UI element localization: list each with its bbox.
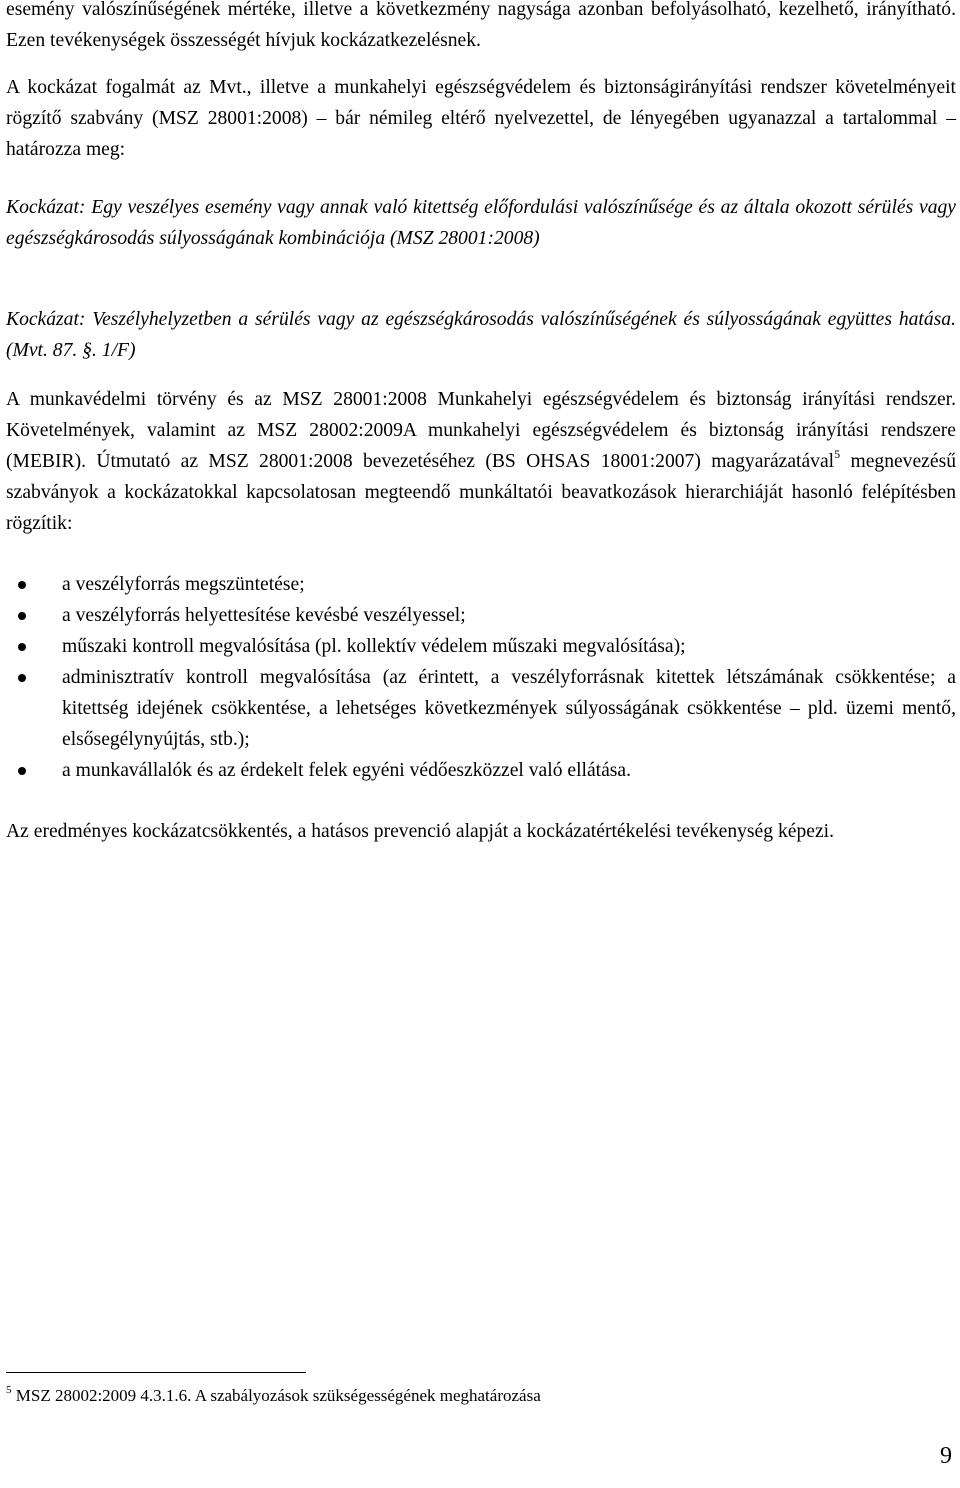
list-item [6, 662, 956, 755]
bullet-icon [18, 643, 26, 651]
hierarchy-list [6, 569, 956, 786]
definition-msz: Kockázat: Egy veszélyes esemény vagy annak való kitettség előfordulási valószínűsége és az általa okozott sérülés vagy egészségkárosodás súlyosságának kombinációja (MSZ 28001:2008) [6, 197, 956, 249]
list-item-text: a veszélyforrás helyettesítése kevésbé veszélyessel; [62, 605, 466, 626]
paragraph-standards-part2: megnevezésű szabványok a kockázatokkal kapcsolatosan megteendő munkáltatói beavatkozások hierarchiáját hasonló felépítésben rögzítik: [6, 451, 956, 534]
list-item [6, 755, 956, 786]
paragraph-standards-part1: A munkavédelmi törvény és az MSZ 28001:2008 Munkahelyi egészségvédelem és biztonság irányítási rendszer. Követelmények, valamint az MSZ 28002:2009A munkahelyi egészségvédelem és biztonság irányítási rendszere (MEBIR). Útmutató az MSZ 28001:2008 bevezetéséhez (BS OHSAS 18001:2007) magyarázatával [6, 389, 956, 472]
paragraph-conclusion: Az eredményes kockázatcsökkentés, a hatásos prevenció alapját a kockázatértékelési tevékenység képezi. [6, 821, 834, 842]
paragraph-definition-intro: A kockázat fogalmát az Mvt., illetve a munkahelyi egészségvédelem és biztonságirányítási rendszer követelményeit rögzítő szabvány (MSZ 28001:2008) – bár némileg eltérő nyelvezettel, de lényegében ugyanazzal a tartalommal – határozza meg: [6, 77, 956, 160]
list-item-text: adminisztratív kontroll megvalósítása (az érintett, a veszélyforrásnak kitettek létszámának csökkentése; a kitettség idejének csökkentése, a lehetséges következmények súlyosságának csökkentése – pld. üzemi mentő, elsősegélynyújtás, stb.); [62, 667, 956, 750]
list-item [6, 569, 956, 600]
bullet-icon [18, 612, 26, 620]
bullet-icon [18, 767, 26, 775]
page-number: 9 [940, 1443, 952, 1469]
footnote [6, 1384, 946, 1408]
list-item-text: műszaki kontroll megvalósítása (pl. kollektív védelem műszaki megvalósítása); [62, 636, 686, 657]
definition-mvt: Kockázat: Veszélyhelyzetben a sérülés vagy az egészségkárosodás valószínűségének és súlyosságának együttes hatása. (Mvt. 87. §. 1/F) [6, 309, 956, 361]
bullet-icon [18, 674, 26, 682]
footnote-reference: 5 [834, 447, 841, 462]
footnote-number: 5 [6, 1384, 12, 1397]
paragraph-intro: esemény valószínűségének mértéke, illetve a következmény nagysága azonban befolyásolható, kezelhető, irányítható. Ezen tevékenységek összességét hívjuk kockázatkezelésnek. [6, 0, 956, 51]
list-item [6, 600, 956, 631]
footnote-separator [6, 1372, 306, 1373]
list-item [6, 631, 956, 662]
list-item-text: a munkavállalók és az érdekelt felek egyéni védőeszközzel való ellátása. [62, 760, 632, 781]
list-item-text: a veszélyforrás megszüntetése; [62, 574, 305, 595]
bullet-icon [18, 581, 26, 589]
footnote-text: MSZ 28002:2009 4.3.1.6. A szabályozások szükségességének meghatározása [11, 1386, 541, 1405]
paragraph-standards [6, 384, 956, 539]
